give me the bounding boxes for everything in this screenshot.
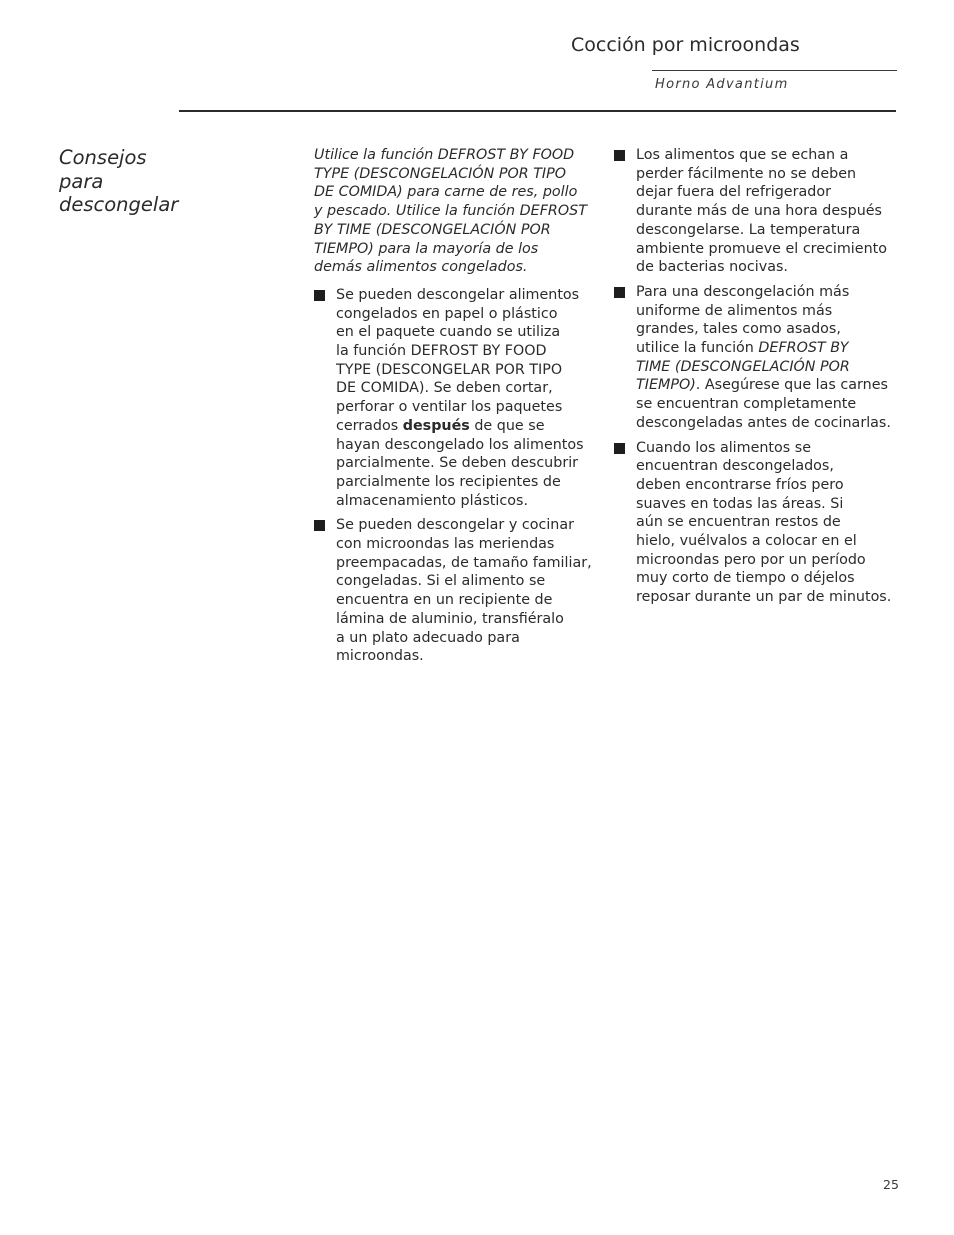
header-rule-long (179, 110, 896, 112)
square-bullet-icon (314, 520, 325, 531)
bullet-emphasis: DEFROST BY TIME (DESCONGELACIÓN POR TIEMPO) (636, 340, 850, 394)
square-bullet-icon (614, 287, 625, 298)
bullet-text: Los alimentos que se echan a perder fácilmente no se deben dejar fuera del refrigerador durante más de una hora después descongelarse. La temperatura ambiente promueve el crecimiento de bacterias nocivas. (636, 147, 887, 276)
bullet-text-part: Se pueden descongelar alimentos congelados en papel o plástico en el paquete cuando se utiliza la función DEFROST BY FOOD TYPE (DESCONGELAR POR TIPO DE COMIDA). Se deben cortar, perforar o ventilar los paquetes cerrados (336, 286, 580, 434)
intro-paragraph: Utilice la función DEFROST BY FOOD TYPE (DESCONGELACIÓN POR TIPO DE COMIDA) para carne de res, pollo y pescado. Utilice la función DEFROST BY TIME (DESCONGELACIÓN POR TIEMPO) para la mayoría de los demás alimentos congelados. (314, 147, 587, 276)
list-item (314, 286, 604, 510)
bullet-emphasis: después (402, 417, 470, 434)
square-bullet-icon (614, 150, 625, 161)
bullet-text: Cuando los alimentos se encuentran descongelados, deben encontrarse fríos pero suaves en todas las áreas. Si aún se encuentran restos de hielo, vuélvalos a colocar en el microondas pero por un período muy corto de tiempo o déjelos reposar durante un par de minutos. (636, 439, 892, 606)
bullet-text (336, 286, 604, 510)
bullet-text-part: Para una descongelación más uniforme de alimentos más grandes, tales como asados, utilice la función (636, 283, 850, 357)
page-number: 25 (883, 1177, 899, 1192)
tips-list-right (614, 146, 904, 607)
bullet-text-part: de que se hayan descongelado los alimentos parcialmente. Se deben descubrir parcialmente los recipientes de almacenamiento plásticos. (336, 417, 584, 509)
column-right (614, 146, 904, 613)
header-rule-short (652, 70, 897, 71)
list-item (614, 146, 904, 277)
header-subtitle: Horno Advantium (655, 77, 789, 92)
column-left (314, 146, 604, 672)
bullet-text: Se pueden descongelar y cocinar con microondas las meriendas preempacadas, de tamaño familiar, congeladas. Si el alimento se encuentra en un recipiente de lámina de aluminio, transfiéralo a un plato adecuado para microondas. (336, 517, 592, 665)
section-heading: Consejos para descongelar (59, 146, 179, 216)
bullet-text-part: . Asegúrese que las carnes se encuentran completamente descongeladas antes de cocinarlas. (636, 377, 891, 431)
header-title: Cocción por microondas (571, 34, 800, 56)
list-item (614, 283, 904, 433)
bullet-text (636, 283, 904, 433)
tips-list-left (314, 286, 604, 666)
list-item (614, 439, 904, 607)
list-item (314, 516, 604, 666)
square-bullet-icon (614, 443, 625, 454)
square-bullet-icon (314, 290, 325, 301)
